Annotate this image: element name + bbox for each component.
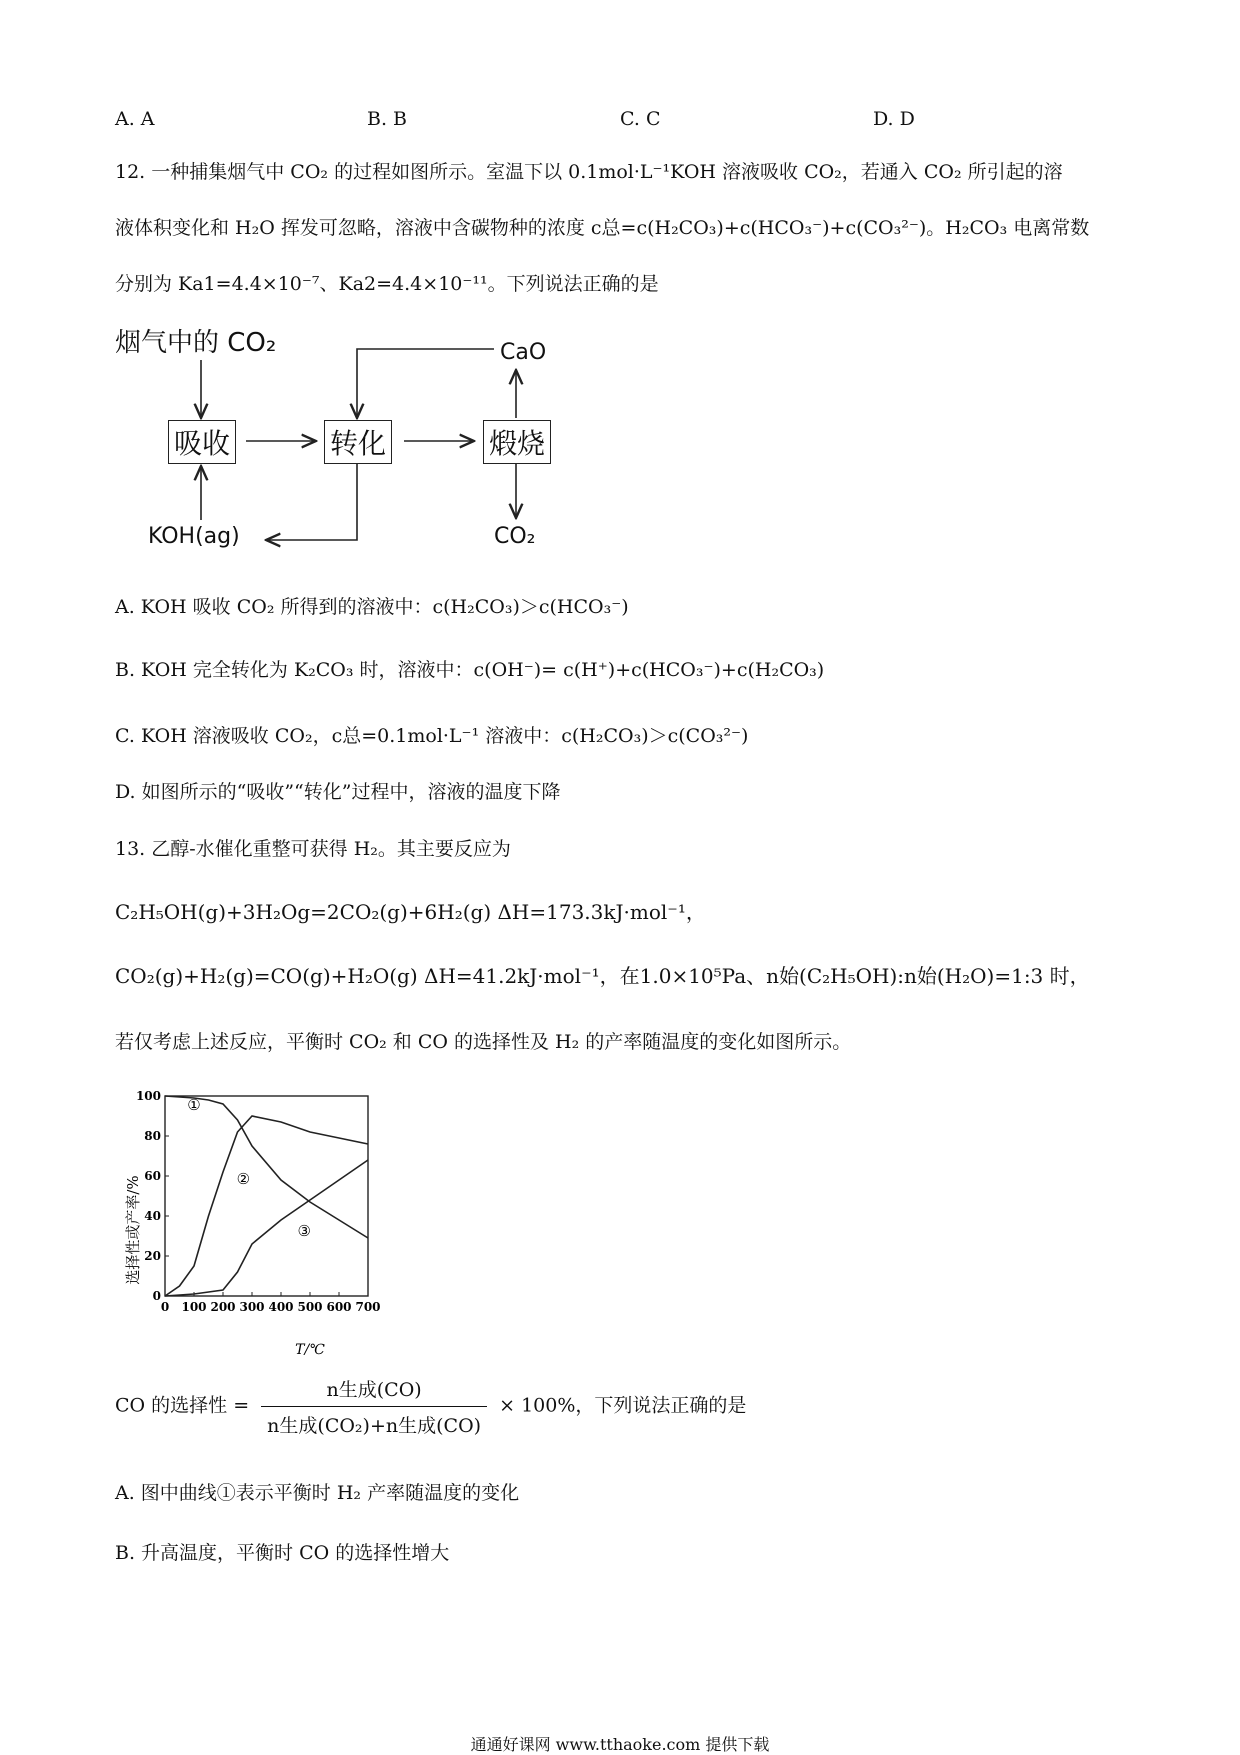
formula-tail: × 100%，下列说法正确的是 bbox=[499, 1394, 747, 1417]
y-tick-label: 0 bbox=[152, 1289, 161, 1303]
x-tick-label: 100 bbox=[181, 1300, 207, 1314]
curve-1 bbox=[165, 1096, 368, 1238]
q13-stem-line1: 13. 乙醇-水催化重整可获得 H₂。其主要反应为 bbox=[115, 838, 511, 860]
absorb-box: 吸收 bbox=[168, 420, 236, 464]
q12-stem-line3: 分别为 Ka1=4.4×10⁻⁷、Ka2=4.4×10⁻¹¹。下列说法正确的是 bbox=[115, 273, 659, 295]
formula-numerator: n生成(CO) bbox=[261, 1375, 487, 1407]
curve-label-3: ③ bbox=[297, 1222, 311, 1240]
q13-stem-line4: 若仅考虑上述反应，平衡时 CO₂ 和 CO 的选择性及 H₂ 的产率随温度的变化如图所示。 bbox=[115, 1031, 852, 1053]
y-tick-label: 20 bbox=[144, 1249, 161, 1263]
co-selectivity-formula bbox=[115, 1375, 746, 1438]
formula-label: CO 的选择性 = bbox=[115, 1394, 250, 1417]
formula-denominator: n生成(CO₂)+n生成(CO) bbox=[267, 1415, 482, 1437]
process-diagram bbox=[0, 0, 1240, 560]
curve-3 bbox=[165, 1160, 368, 1296]
q12-option-a: A. KOH 吸收 CO₂ 所得到的溶液中：c(H₂CO₃)＞c(HCO₃⁻) bbox=[115, 596, 629, 618]
q12-option-c: C. KOH 溶液吸收 CO₂，c总=0.1mol·L⁻¹ 溶液中：c(H₂CO₃)＞c(CO₃²⁻) bbox=[115, 725, 749, 747]
chart-frame bbox=[165, 1096, 368, 1296]
x-tick-label: 600 bbox=[326, 1300, 352, 1314]
q12-option-b: B. KOH 完全转化为 K₂CO₃ 时，溶液中：c(OH⁻)= c(H⁺)+c(HCO₃⁻)+c(H₂CO₃) bbox=[115, 659, 825, 681]
q13-option-b: B. 升高温度，平衡时 CO 的选择性增大 bbox=[115, 1542, 450, 1564]
q12-stem-line1: 12. 一种捕集烟气中 CO₂ 的过程如图所示。室温下以 0.1mol·L⁻¹KOH 溶液吸收 CO₂，若通入 CO₂ 所引起的溶 bbox=[115, 161, 1063, 183]
x-tick-label: 200 bbox=[210, 1300, 236, 1314]
q13-equation-2: CO₂(g)+H₂(g)=CO(g)+H₂O(g) ΔH=41.2kJ·mol⁻¹，在1.0×10⁵Pa、n始(C₂H₅OH):n始(H₂O)=1:3 时， bbox=[115, 964, 1090, 988]
curve-2 bbox=[165, 1116, 368, 1296]
flue-gas-label: 烟气中的 CO₂ bbox=[115, 328, 277, 358]
selectivity-yield-chart bbox=[110, 1090, 430, 1370]
formula-fraction bbox=[261, 1375, 487, 1438]
x-tick-label: 400 bbox=[268, 1300, 294, 1314]
prev-option-a: A. A bbox=[115, 108, 155, 130]
process-arrows bbox=[0, 0, 1240, 560]
prev-option-b: B. B bbox=[367, 108, 408, 130]
calcine-box: 煅烧 bbox=[483, 420, 551, 464]
prev-option-d: D. D bbox=[873, 108, 915, 130]
x-tick-label: 300 bbox=[239, 1300, 265, 1314]
x-tick-label: 500 bbox=[297, 1300, 323, 1314]
q12-stem-line2: 液体积变化和 H₂O 挥发可忽略，溶液中含碳物种的浓度 c总=c(H₂CO₃)+c(HCO₃⁻)+c(CO₃²⁻)。H₂CO₃ 电离常数 bbox=[115, 217, 1090, 239]
q13-equation-1: C₂H₅OH(g)+3H₂Og=2CO₂(g)+6H₂(g) ΔH=173.3kJ·mol⁻¹， bbox=[115, 900, 706, 924]
x-tick-label: 0 bbox=[160, 1300, 170, 1314]
co2-out-label: CO₂ bbox=[494, 524, 536, 549]
convert-box: 转化 bbox=[324, 420, 392, 464]
y-tick-label: 60 bbox=[144, 1169, 161, 1183]
prev-option-c: C. C bbox=[620, 108, 661, 130]
y-tick-label: 80 bbox=[144, 1129, 161, 1143]
x-tick-label: 700 bbox=[355, 1300, 381, 1314]
chart-xlabel: T/℃ bbox=[295, 1342, 325, 1358]
y-tick-label: 40 bbox=[144, 1209, 161, 1223]
y-tick-label: 100 bbox=[135, 1090, 161, 1103]
page-footer: 通通好课网 www.tthaoke.com 提供下载 bbox=[470, 1735, 770, 1754]
curve-label-2: ② bbox=[236, 1170, 251, 1188]
q12-option-d: D. 如图所示的“吸收”“转化”过程中，溶液的温度下降 bbox=[115, 781, 561, 803]
q13-option-a: A. 图中曲线①表示平衡时 H₂ 产率随温度的变化 bbox=[115, 1482, 520, 1504]
cao-label: CaO bbox=[500, 340, 547, 365]
koh-label: KOH(ag) bbox=[148, 524, 240, 549]
curve-label-1: ① bbox=[187, 1096, 201, 1114]
chart-ylabel: 选择性或产率/% bbox=[124, 1175, 142, 1285]
